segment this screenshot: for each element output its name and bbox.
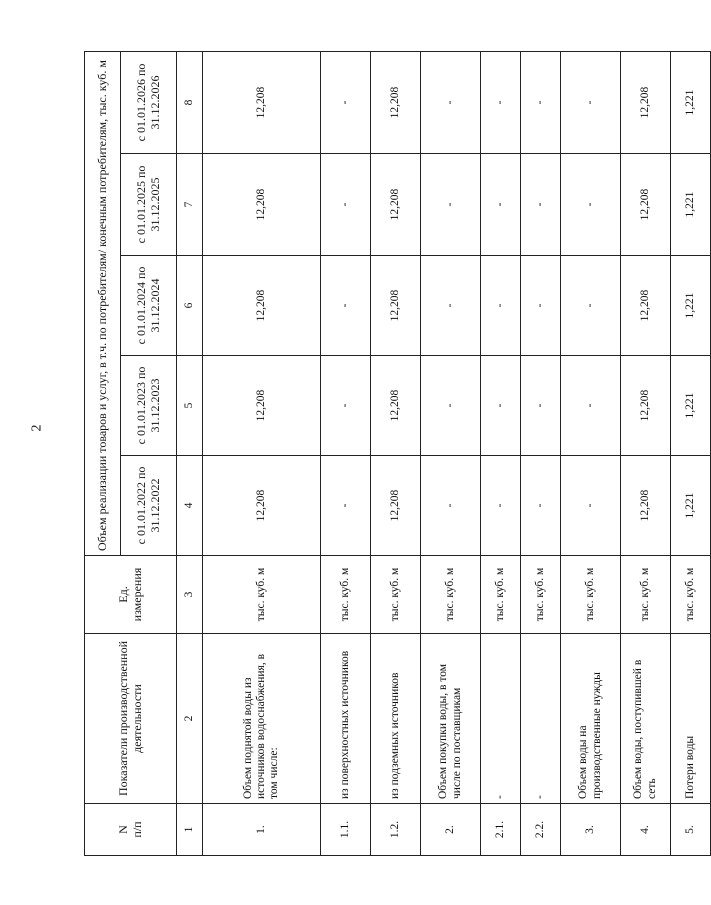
row-value: 12,208 xyxy=(621,154,671,256)
column-number-6: 6 xyxy=(177,256,203,356)
row-indicator: Объем воды, поступившей в сеть xyxy=(621,634,671,804)
row-unit: тыс. куб. м xyxy=(671,556,711,634)
row-value: 12,208 xyxy=(203,52,321,154)
row-indicator: - xyxy=(481,634,521,804)
row-value: 1,221 xyxy=(671,154,711,256)
row-value: 12,208 xyxy=(621,356,671,456)
row-unit: тыс. куб. м xyxy=(621,556,671,634)
period-header-4: с 01.01.2025 по 31.12.2025 xyxy=(121,154,177,256)
row-value: - xyxy=(421,456,481,556)
row-number: 1.1. xyxy=(321,804,371,856)
col-indicator-header: Показатели производственной деятельности xyxy=(85,634,177,804)
row-value: 12,208 xyxy=(621,52,671,154)
row-number: 5. xyxy=(671,804,711,856)
page-number: 2 xyxy=(29,424,45,432)
row-value: - xyxy=(481,356,521,456)
row-indicator: из поверхностных источников xyxy=(321,634,371,804)
row-value: 1,221 xyxy=(671,456,711,556)
row-value: - xyxy=(321,52,371,154)
row-number: 2.1. xyxy=(481,804,521,856)
row-value: - xyxy=(521,456,561,556)
rotated-table-wrapper xyxy=(84,52,696,856)
table-row xyxy=(481,52,521,856)
row-value: - xyxy=(421,256,481,356)
row-value: - xyxy=(321,256,371,356)
row-value: - xyxy=(561,456,621,556)
row-value: - xyxy=(521,256,561,356)
row-value: 12,208 xyxy=(371,52,421,154)
table-row xyxy=(371,52,421,856)
row-indicator: Потери воды xyxy=(671,634,711,804)
table-row xyxy=(521,52,561,856)
row-unit: тыс. куб. м xyxy=(561,556,621,634)
row-indicator: - xyxy=(521,634,561,804)
row-value: - xyxy=(421,52,481,154)
row-value: - xyxy=(321,154,371,256)
period-header-1: с 01.01.2022 по 31.12.2022 xyxy=(121,456,177,556)
row-value: 12,208 xyxy=(371,154,421,256)
row-value: - xyxy=(321,456,371,556)
table-row xyxy=(561,52,621,856)
row-number: 2. xyxy=(421,804,481,856)
table-row xyxy=(621,52,671,856)
column-number-4: 4 xyxy=(177,456,203,556)
row-value: - xyxy=(521,154,561,256)
row-number: 2.2. xyxy=(521,804,561,856)
table-row xyxy=(321,52,371,856)
row-value: - xyxy=(321,356,371,456)
row-value: - xyxy=(421,356,481,456)
row-value: - xyxy=(521,52,561,154)
row-value: 12,208 xyxy=(621,256,671,356)
period-header-5: с 01.01.2026 по 31.12.2026 xyxy=(121,52,177,154)
row-value: 1,221 xyxy=(671,256,711,356)
row-value: - xyxy=(481,456,521,556)
row-number: 1. xyxy=(203,804,321,856)
row-value: 1,221 xyxy=(671,52,711,154)
row-value: - xyxy=(421,154,481,256)
row-value: 12,208 xyxy=(371,356,421,456)
row-value: 12,208 xyxy=(203,456,321,556)
production-table xyxy=(84,51,711,856)
row-unit: тыс. куб. м xyxy=(371,556,421,634)
table-row xyxy=(203,52,321,856)
row-indicator: Объем воды на производственные нужды xyxy=(561,634,621,804)
row-value: 12,208 xyxy=(203,256,321,356)
row-unit: тыс. куб. м xyxy=(421,556,481,634)
row-value: 12,208 xyxy=(621,456,671,556)
column-number-3: 3 xyxy=(177,556,203,634)
row-value: - xyxy=(561,356,621,456)
column-number-2: 2 xyxy=(177,634,203,804)
row-unit: тыс. куб. м xyxy=(203,556,321,634)
row-value: - xyxy=(481,154,521,256)
row-value: - xyxy=(521,356,561,456)
row-indicator: Объем поднятой воды из источников водоснабжения, в том числе: xyxy=(203,634,321,804)
row-value: - xyxy=(481,52,521,154)
column-number-8: 8 xyxy=(177,52,203,154)
column-number-5: 5 xyxy=(177,356,203,456)
row-number: 4. xyxy=(621,804,671,856)
row-value: - xyxy=(561,154,621,256)
row-number: 3. xyxy=(561,804,621,856)
row-value: 1,221 xyxy=(671,356,711,456)
row-indicator: из подземных источников xyxy=(371,634,421,804)
row-number: 1.2. xyxy=(371,804,421,856)
row-value: - xyxy=(481,256,521,356)
row-unit: тыс. куб. м xyxy=(321,556,371,634)
col-n-header: N п/п xyxy=(85,804,177,856)
row-value: 12,208 xyxy=(371,256,421,356)
row-indicator: Объем покупки воды, в том числе по поставщикам xyxy=(421,634,481,804)
row-value: - xyxy=(561,52,621,154)
row-value: 12,208 xyxy=(203,154,321,256)
col-unit-header: Ед. измерения xyxy=(85,556,177,634)
row-value: 12,208 xyxy=(371,456,421,556)
row-value: - xyxy=(561,256,621,356)
period-header-2: с 01.01.2023 по 31.12.2023 xyxy=(121,356,177,456)
table-row xyxy=(671,52,711,856)
row-value: 12,208 xyxy=(203,356,321,456)
row-unit: тыс. куб. м xyxy=(481,556,521,634)
period-header-3: с 01.01.2024 по 31.12.2024 xyxy=(121,256,177,356)
column-number-7: 7 xyxy=(177,154,203,256)
column-number-1: 1 xyxy=(177,804,203,856)
table-row xyxy=(421,52,481,856)
col-group-header: Объем реализации товаров и услуг, в т.ч. по потребителям/ конечным потребителям, тыс. куб. м xyxy=(85,52,121,556)
row-unit: тыс. куб. м xyxy=(521,556,561,634)
